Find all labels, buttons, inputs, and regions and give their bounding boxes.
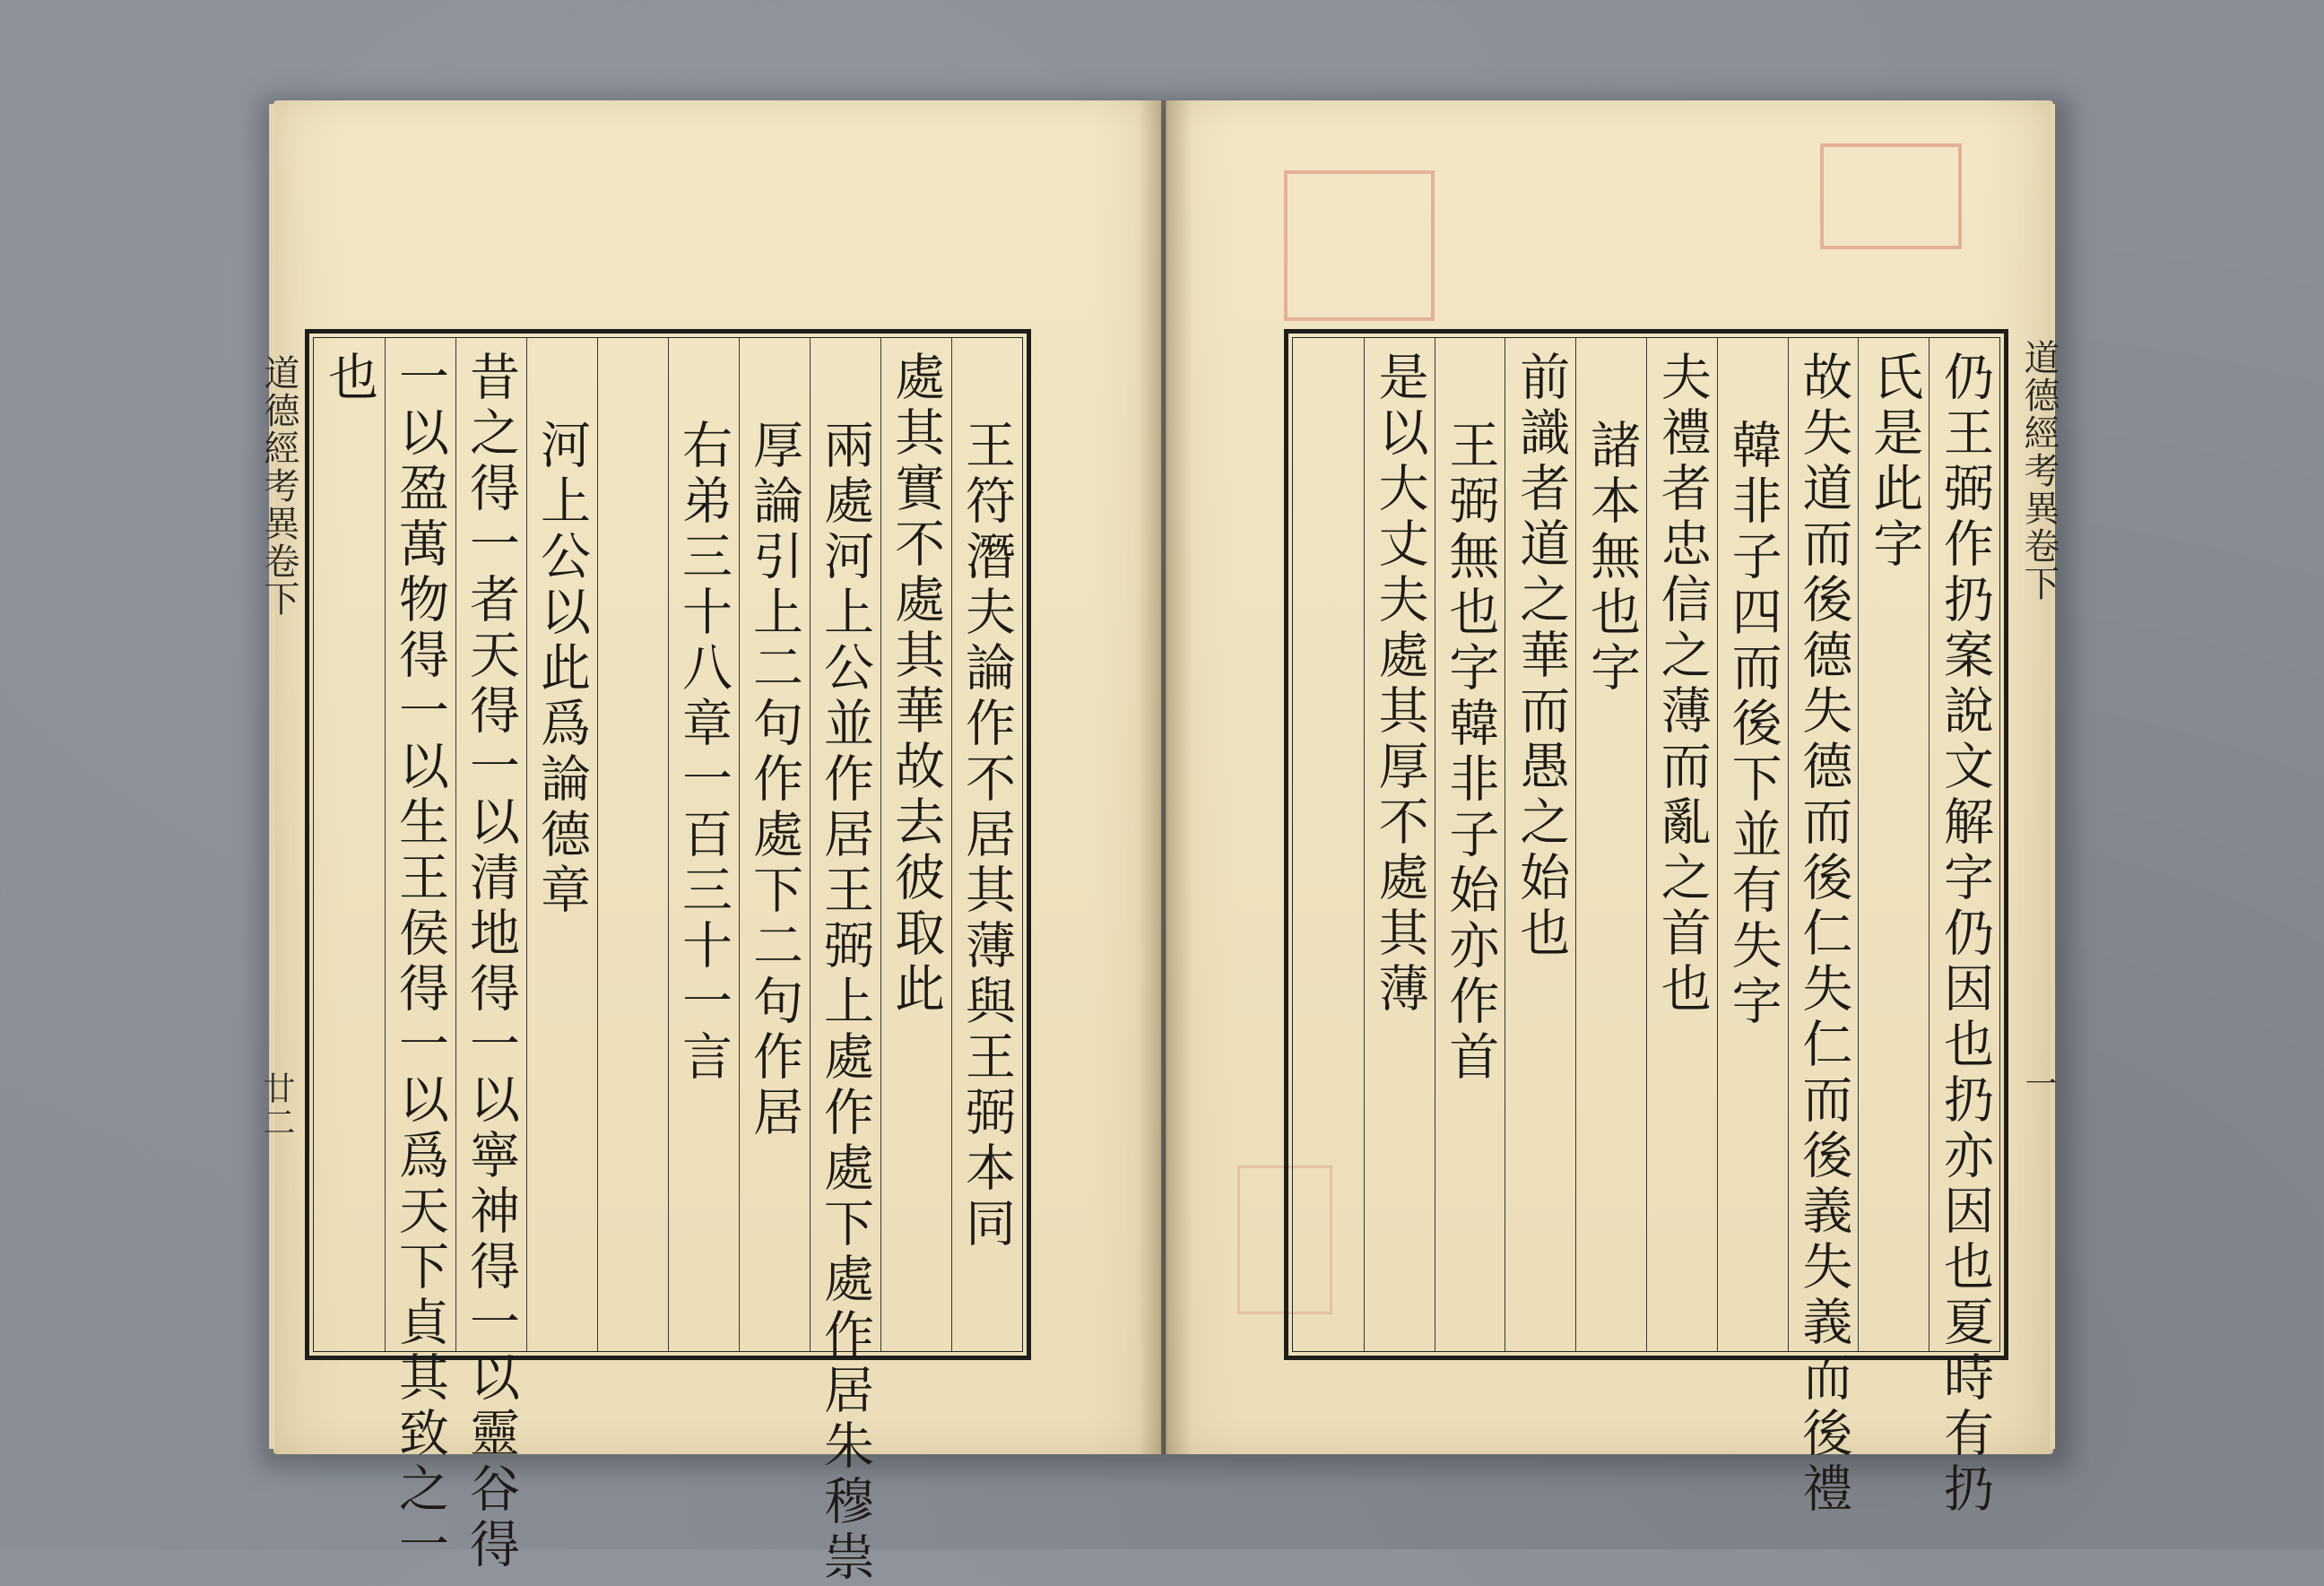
text-column	[385, 338, 455, 1573]
column-text: 處其實不處其華故去彼取此	[887, 351, 945, 1018]
column-text: 夫禮者忠信之薄而亂之首也	[1652, 351, 1712, 1018]
column-text: 前識者道之華而愚之始也	[1512, 351, 1571, 962]
column-text: 也	[320, 351, 378, 406]
column-text: 右弟三十八章一百三十一言	[674, 419, 733, 1086]
text-column	[1293, 338, 1364, 1351]
right-margin-title: 道德經考異卷下	[2018, 339, 2060, 602]
right-margin-page-number: 一	[2020, 1067, 2057, 1101]
column-text: 王弼無也字韓非子始亦作首	[1441, 419, 1500, 1086]
column-text: 兩處河上公並作居王弼上處作處下處作居朱穆祟	[816, 419, 874, 1586]
text-column	[668, 338, 739, 1351]
text-column	[1364, 338, 1435, 1351]
left-margin-page-number: 廿二	[258, 1071, 295, 1140]
column-text: 一以盈萬物得一以生王侯得一以爲天下貞其致之一	[391, 351, 449, 1573]
left-column-grid	[313, 337, 1023, 1586]
book-gutter	[1139, 100, 1192, 1454]
text-column	[1575, 338, 1646, 1351]
column-text: 厚論引上二句作處下二句作居	[745, 419, 803, 1141]
text-column	[314, 338, 385, 1351]
red-seal-stamp-upper	[1820, 143, 1962, 249]
text-column	[1788, 338, 1859, 1518]
left-text-frame	[305, 329, 1031, 1586]
right-text-frame	[1284, 329, 2008, 1518]
column-text: 故失道而後德失德而後仁失仁而後義失義而後禮	[1794, 351, 1853, 1518]
red-seal-stamp	[1284, 170, 1435, 321]
column-text: 河上公以此爲論德章	[533, 419, 591, 919]
text-column	[951, 338, 1022, 1351]
text-column	[880, 338, 951, 1351]
column-text: 韓非子四而後下並有失字	[1723, 419, 1782, 1030]
column-text: 是以大丈夫處其厚不處其薄	[1370, 351, 1429, 1018]
text-column	[526, 338, 597, 1351]
right-column-grid	[1292, 337, 2000, 1518]
text-column	[1505, 338, 1575, 1351]
text-column	[1929, 338, 1999, 1518]
text-column	[455, 338, 526, 1573]
column-text: 諸本無也字	[1582, 419, 1641, 697]
column-text: 仍王弼作扔案說文解字仍因也扔亦因也夏時有扔	[1935, 351, 1994, 1518]
left-page-edges	[269, 104, 274, 1449]
text-column	[739, 338, 810, 1351]
text-column	[1717, 338, 1788, 1351]
column-text: 昔之得一者天得一以清地得一以寧神得一以靈谷得	[462, 351, 520, 1573]
text-column	[597, 338, 668, 1351]
column-text: 氏是此字	[1865, 351, 1924, 573]
text-column	[810, 338, 880, 1586]
left-margin-title: 道德經考異卷下	[258, 354, 299, 618]
text-column	[1435, 338, 1505, 1351]
column-text: 王符潛夫論作不居其薄與王弼本同	[958, 419, 1016, 1252]
text-column	[1858, 338, 1929, 1351]
text-column	[1646, 338, 1717, 1351]
right-page-edges	[2050, 104, 2055, 1449]
